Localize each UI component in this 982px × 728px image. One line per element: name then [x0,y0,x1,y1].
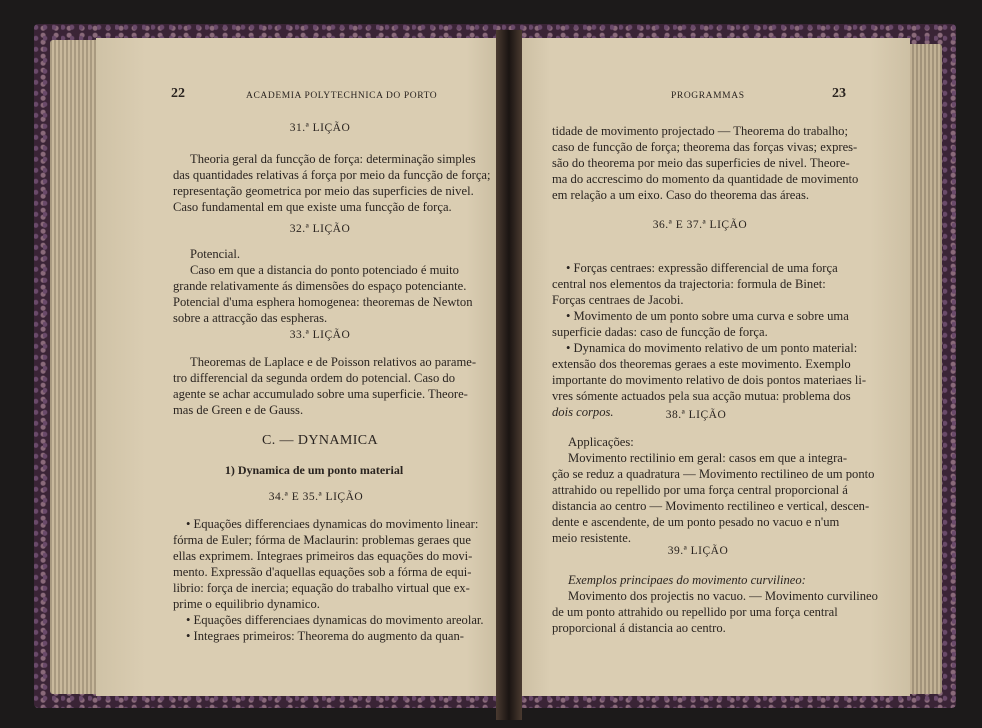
text-line: • Equações differenciaes dynamicas do movimento areolar. [186,613,484,627]
text-line: dois corpos. [552,405,614,419]
text-line: caso de funcção de força; theorema das forças vivas; expres- [552,140,858,154]
text-line: • Movimento de um ponto sobre uma curva e sobre uma [566,309,849,323]
left-running-head: ACADEMIA POLYTECHNICA DO PORTO [246,91,438,101]
left-page [96,38,508,696]
text-line: Exemplos principaes do movimento curvilineo: [568,573,806,587]
text-line: importante do movimento relativo de dois pontos materiaes li- [552,373,867,387]
text-line: attrahido ou repellido por uma força central proporcional á [552,483,848,497]
lesson-heading: 33.ª LIÇÃO [289,329,351,341]
text-line: Applicações: [568,435,634,449]
text-line: ellas exprimem. Integraes primeiros das equações do movi- [173,549,473,563]
text-line: extensão dos theoremas geraes a este movimento. Exemplo [552,357,851,371]
text-line: sobre a attracção das espheras. [173,311,328,325]
text-line: central nos elementos da trajectoria: formula de Binet: [552,277,826,291]
text-line: Potencial d'uma esphera homogenea: theoremas de Newton [173,295,473,309]
lesson-heading: 34.ª E 35.ª LIÇÃO [268,491,364,503]
text-line: grande relativamente ás dimensões do espaço potenciante. [173,279,467,293]
text-line: das quantidades relativas á força por meio da funcção de força; [173,168,491,182]
text-line: são do theorema por meio das superficies de nivel. Theore- [552,156,850,170]
text-line: Theoremas de Laplace e de Poisson relativos ao parame- [190,355,477,369]
section-heading: C. — DYNAMICA [261,433,379,448]
text-line: vres sómente actuados pela sua acção mutua: problema dos [552,389,851,403]
text-line: librio: força de inercia; equação do trabalho virtual que ex- [173,581,470,595]
text-line: mas de Green e de Gauss. [173,403,304,417]
right-running-head: PROGRAMMAS [671,91,745,101]
text-line: • Equações differenciaes dynamicas do movimento linear: [186,517,479,531]
text-line: proporcional á distancia ao centro. [552,621,726,635]
text-line: distancia ao centro — Movimento rectilineo e vertical, descen- [552,499,870,513]
left-page-number: 22 [171,86,185,101]
text-line: Movimento rectilinio em geral: casos em que a integra- [568,451,848,465]
text-line: dente e ascendente, de um ponto pesado no vacuo e n'um [552,515,840,529]
lesson-heading: 38.ª LIÇÃO [665,409,727,421]
book-gutter [496,30,522,720]
text-line: • Dynamica do movimento relativo de um ponto material: [566,341,858,355]
text-line: prime o equilibrio dynamico. [173,597,320,611]
text-line: • Integraes primeiros: Theorema do augmento da quan- [186,629,464,643]
text-line: tro differencial da segunda ordem do potencial. Caso do [173,371,455,385]
lesson-heading: 31.ª LIÇÃO [289,122,351,134]
text-line: superficie dadas: caso de funcção de força. [552,325,768,339]
right-page-number: 23 [832,86,846,101]
subsection-heading: 1) Dynamica de um ponto material [224,463,404,477]
lesson-heading: 36.ª E 37.ª LIÇÃO [652,219,748,231]
text-line: tidade de movimento projectado — Theorema do trabalho; [552,124,848,138]
text-line: Caso fundamental em que existe uma funcção de força. [173,200,452,214]
text-line: de um ponto attrahido ou repellido por uma força central [552,605,838,619]
right-page [510,38,910,696]
text-line: meio resistente. [552,531,632,545]
text-line: fórma de Euler; fórma de Maclaurin: problemas geraes que [173,533,471,547]
lesson-heading: 32.ª LIÇÃO [289,223,351,235]
text-line: • Forças centraes: expressão differencial de uma força [566,261,838,275]
text-line: Forças centraes de Jacobi. [552,293,684,307]
text-line: Movimento dos projectis no vacuo. — Movimento curvilineo [568,589,878,603]
text-line: ma do accrescimo do momento da quantidade de movimento [552,172,859,186]
text-line: mento. Expressão d'aquellas equações sob a fórma de equi- [173,565,472,579]
text-line: Theoria geral da funcção de força: determinação simples [190,152,476,166]
text-line: agente se achar accumulado sobre uma superficie. Theore- [173,387,468,401]
lesson-heading: 39.ª LIÇÃO [667,545,729,557]
text-line: Potencial. [190,247,241,261]
text-line: em relação a um eixo. Caso do theorema das áreas. [552,188,810,202]
text-line: representação geometrica por meio das superficies de nivel. [173,184,474,198]
text-line: Caso em que a distancia do ponto potenciado é muito [190,263,459,277]
text-line: ção se reduz a quadratura — Movimento rectilineo de um ponto [552,467,875,481]
